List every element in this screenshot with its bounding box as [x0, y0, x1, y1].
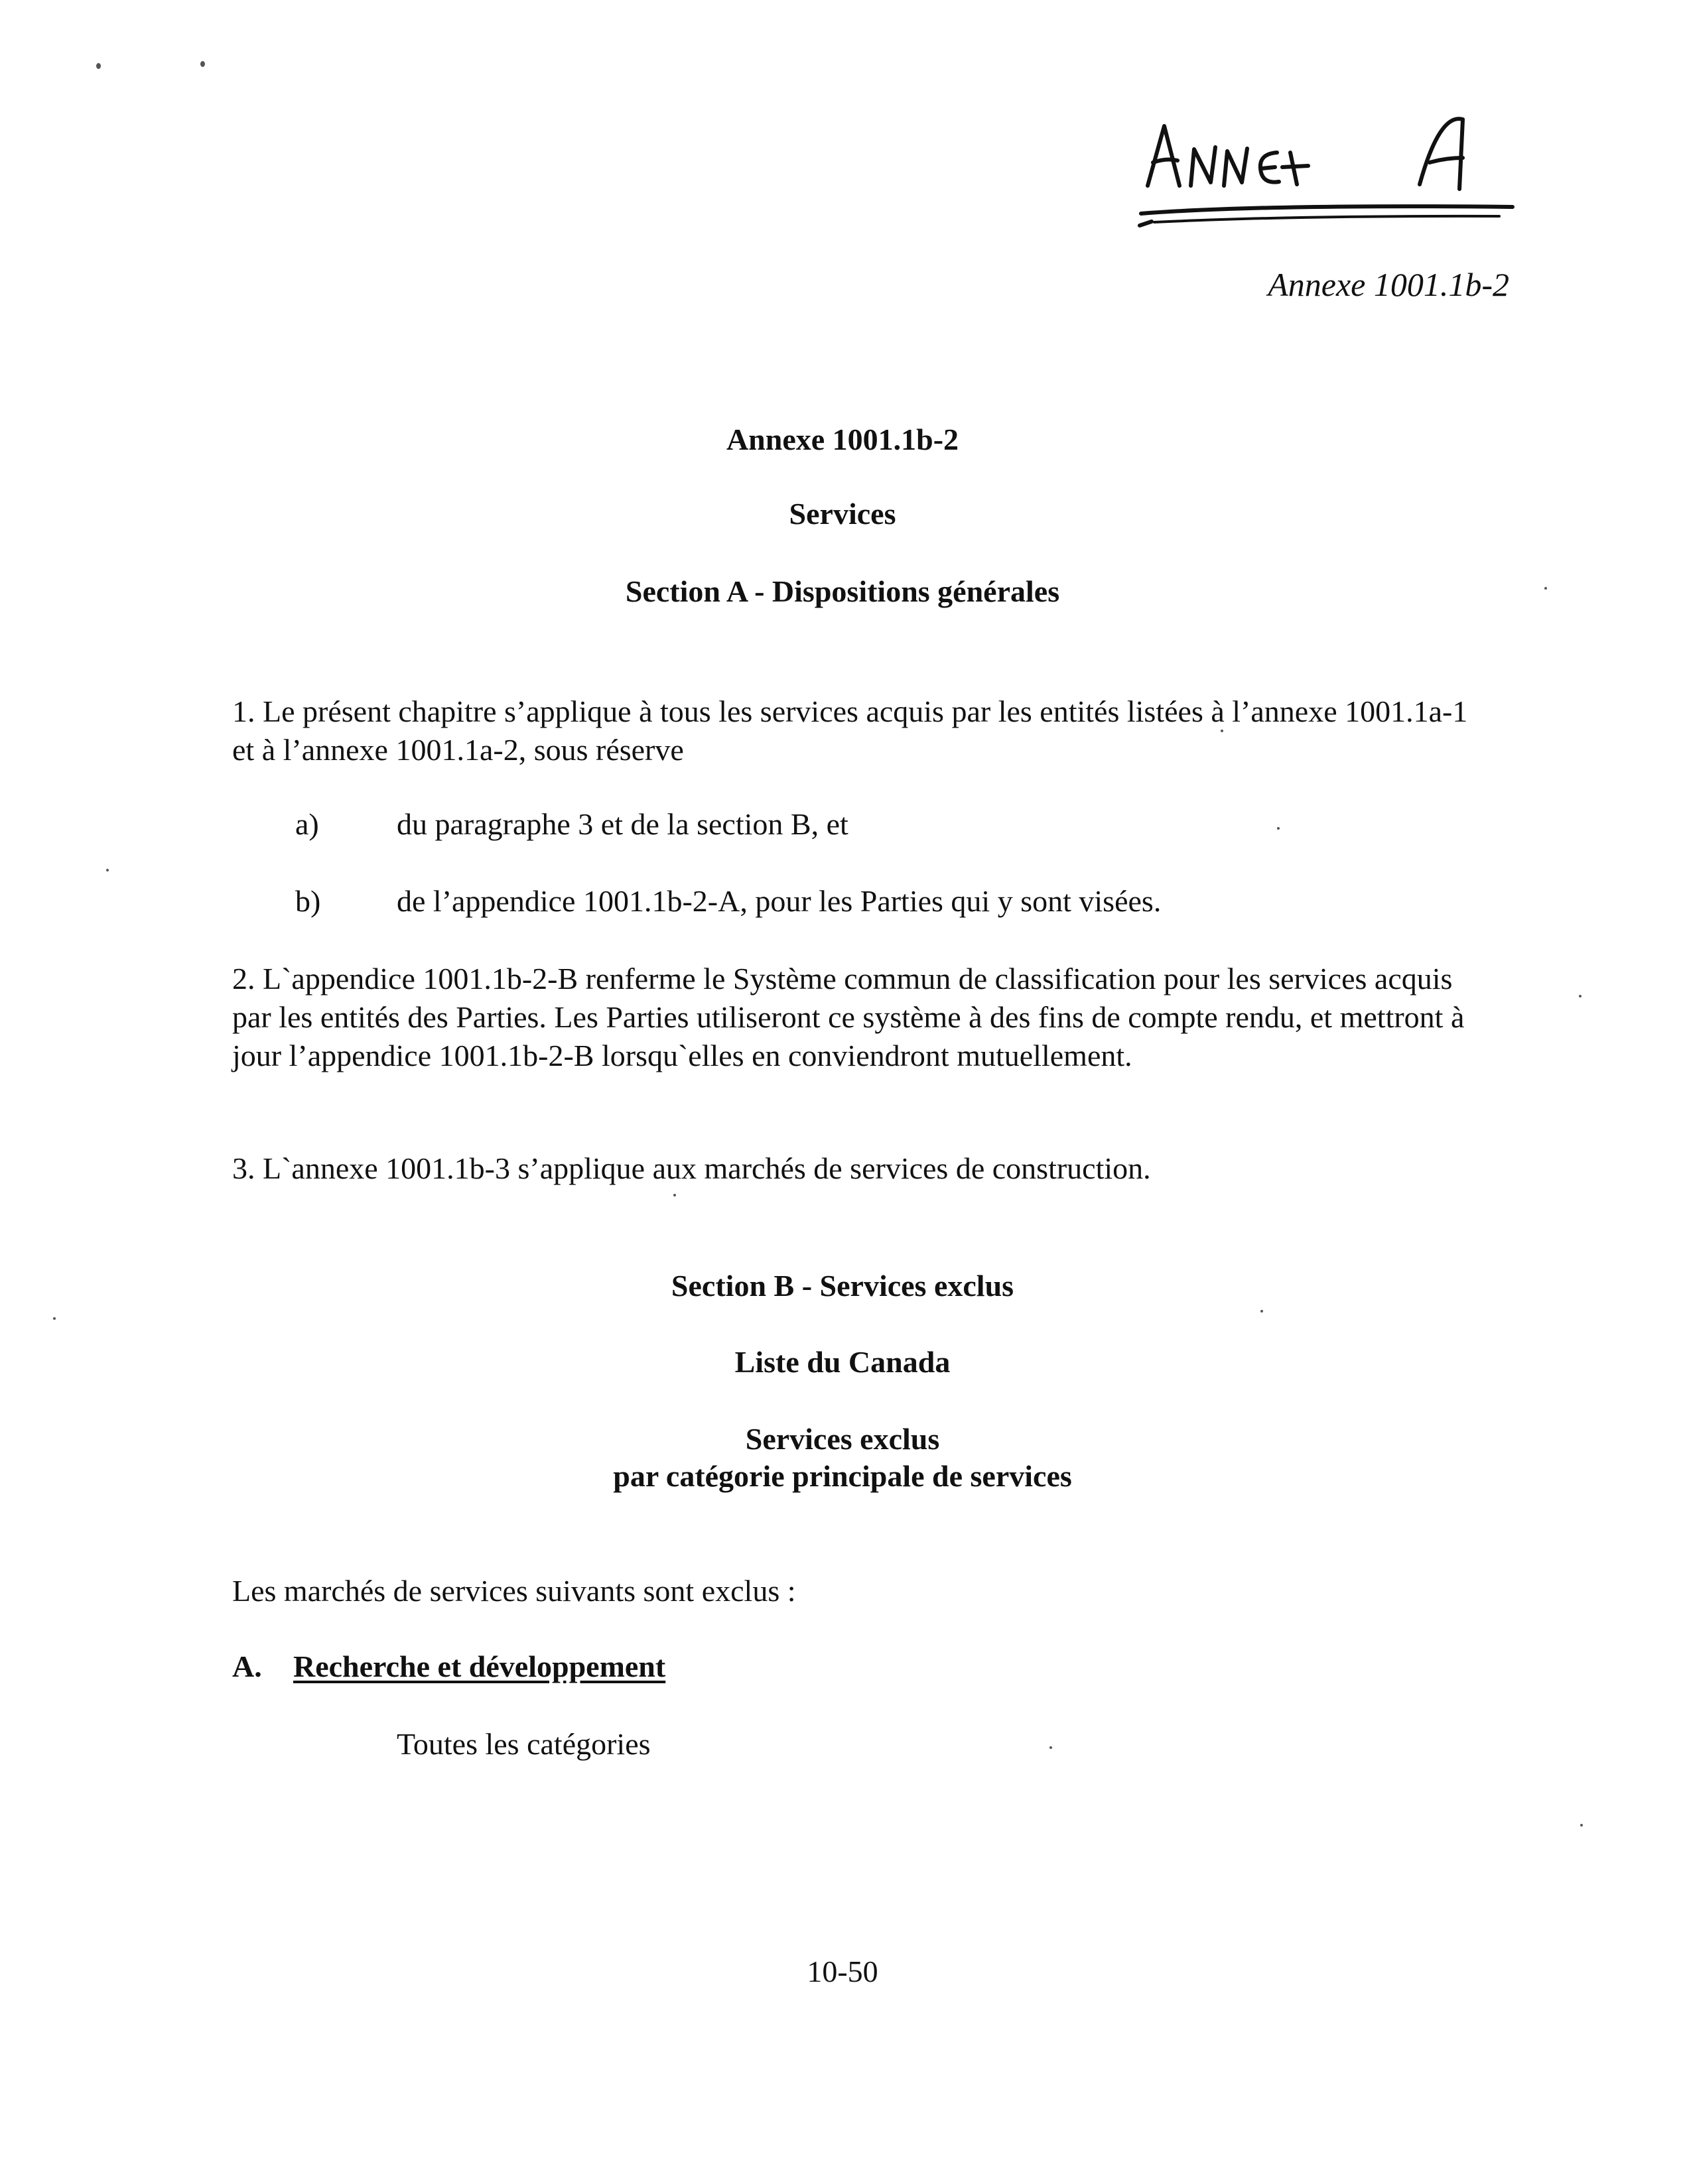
scan-speck [200, 61, 205, 67]
all-categories-text: Toutes les catégories [397, 1727, 651, 1761]
annex-title: Annexe 1001.1b-2 [726, 422, 959, 456]
scan-speck [1049, 1746, 1052, 1749]
services-title: Services [789, 497, 896, 531]
paragraph-1: 1. Le présent chapitre s’applique à tous les services acquis par les entités listées à l’annexe 1001.1a-1 et à l’annexe 1001.1a-2, sous réserve [232, 694, 1468, 767]
list-item-marker: a) [295, 807, 319, 841]
list-item-text: de l’appendice 1001.1b-2-A, pour les Parties qui y sont visées. [397, 884, 1162, 918]
scan-speck [96, 63, 101, 69]
scan-speck [1221, 730, 1223, 732]
scan-speck [1277, 827, 1280, 830]
excluded-services-subtitle: par catégorie principale de services [613, 1459, 1072, 1493]
scan-speck [1579, 995, 1582, 997]
excluded-intro: Les marchés de services suivants sont exclus : [232, 1574, 796, 1608]
section-a-title: Section A - Dispositions générales [625, 574, 1060, 608]
paragraph-2: 2. L`appendice 1001.1b-2-B renferme le Système commun de classification pour les services acquis par les entités des Parties. Les Parties utiliseront ce système à des fins de compte rendu, et mettront à jour l’appendice 1001.1b-2-B lorsqu`elles en conviendront mutuellement. [232, 962, 1465, 1072]
scan-speck [1260, 1310, 1263, 1313]
subheading-text: Recherche et développement [293, 1649, 666, 1683]
handwritten-annex-a-signature [1128, 99, 1526, 252]
scan-speck [673, 1194, 676, 1196]
subheading-research [232, 1649, 665, 1684]
excluded-services-title: Services exclus [745, 1422, 940, 1456]
page-number: 10-50 [807, 1955, 878, 1988]
list-item-text: du paragraphe 3 et de la section B, et [397, 807, 848, 841]
section-b-title: Section B - Services exclus [671, 1269, 1014, 1303]
header-annex-reference: Annexe 1001.1b-2 [1268, 266, 1509, 303]
scan-speck [1544, 587, 1547, 590]
scan-speck [106, 869, 109, 871]
list-canada-title: Liste du Canada [734, 1345, 951, 1379]
scan-speck [53, 1317, 56, 1320]
subheading-letter: A. [232, 1649, 262, 1683]
paragraph-3: 3. L`annexe 1001.1b-3 s’applique aux marchés de services de construction. [232, 1151, 1151, 1185]
list-item-marker: b) [295, 884, 321, 918]
scan-speck [1580, 1824, 1583, 1827]
